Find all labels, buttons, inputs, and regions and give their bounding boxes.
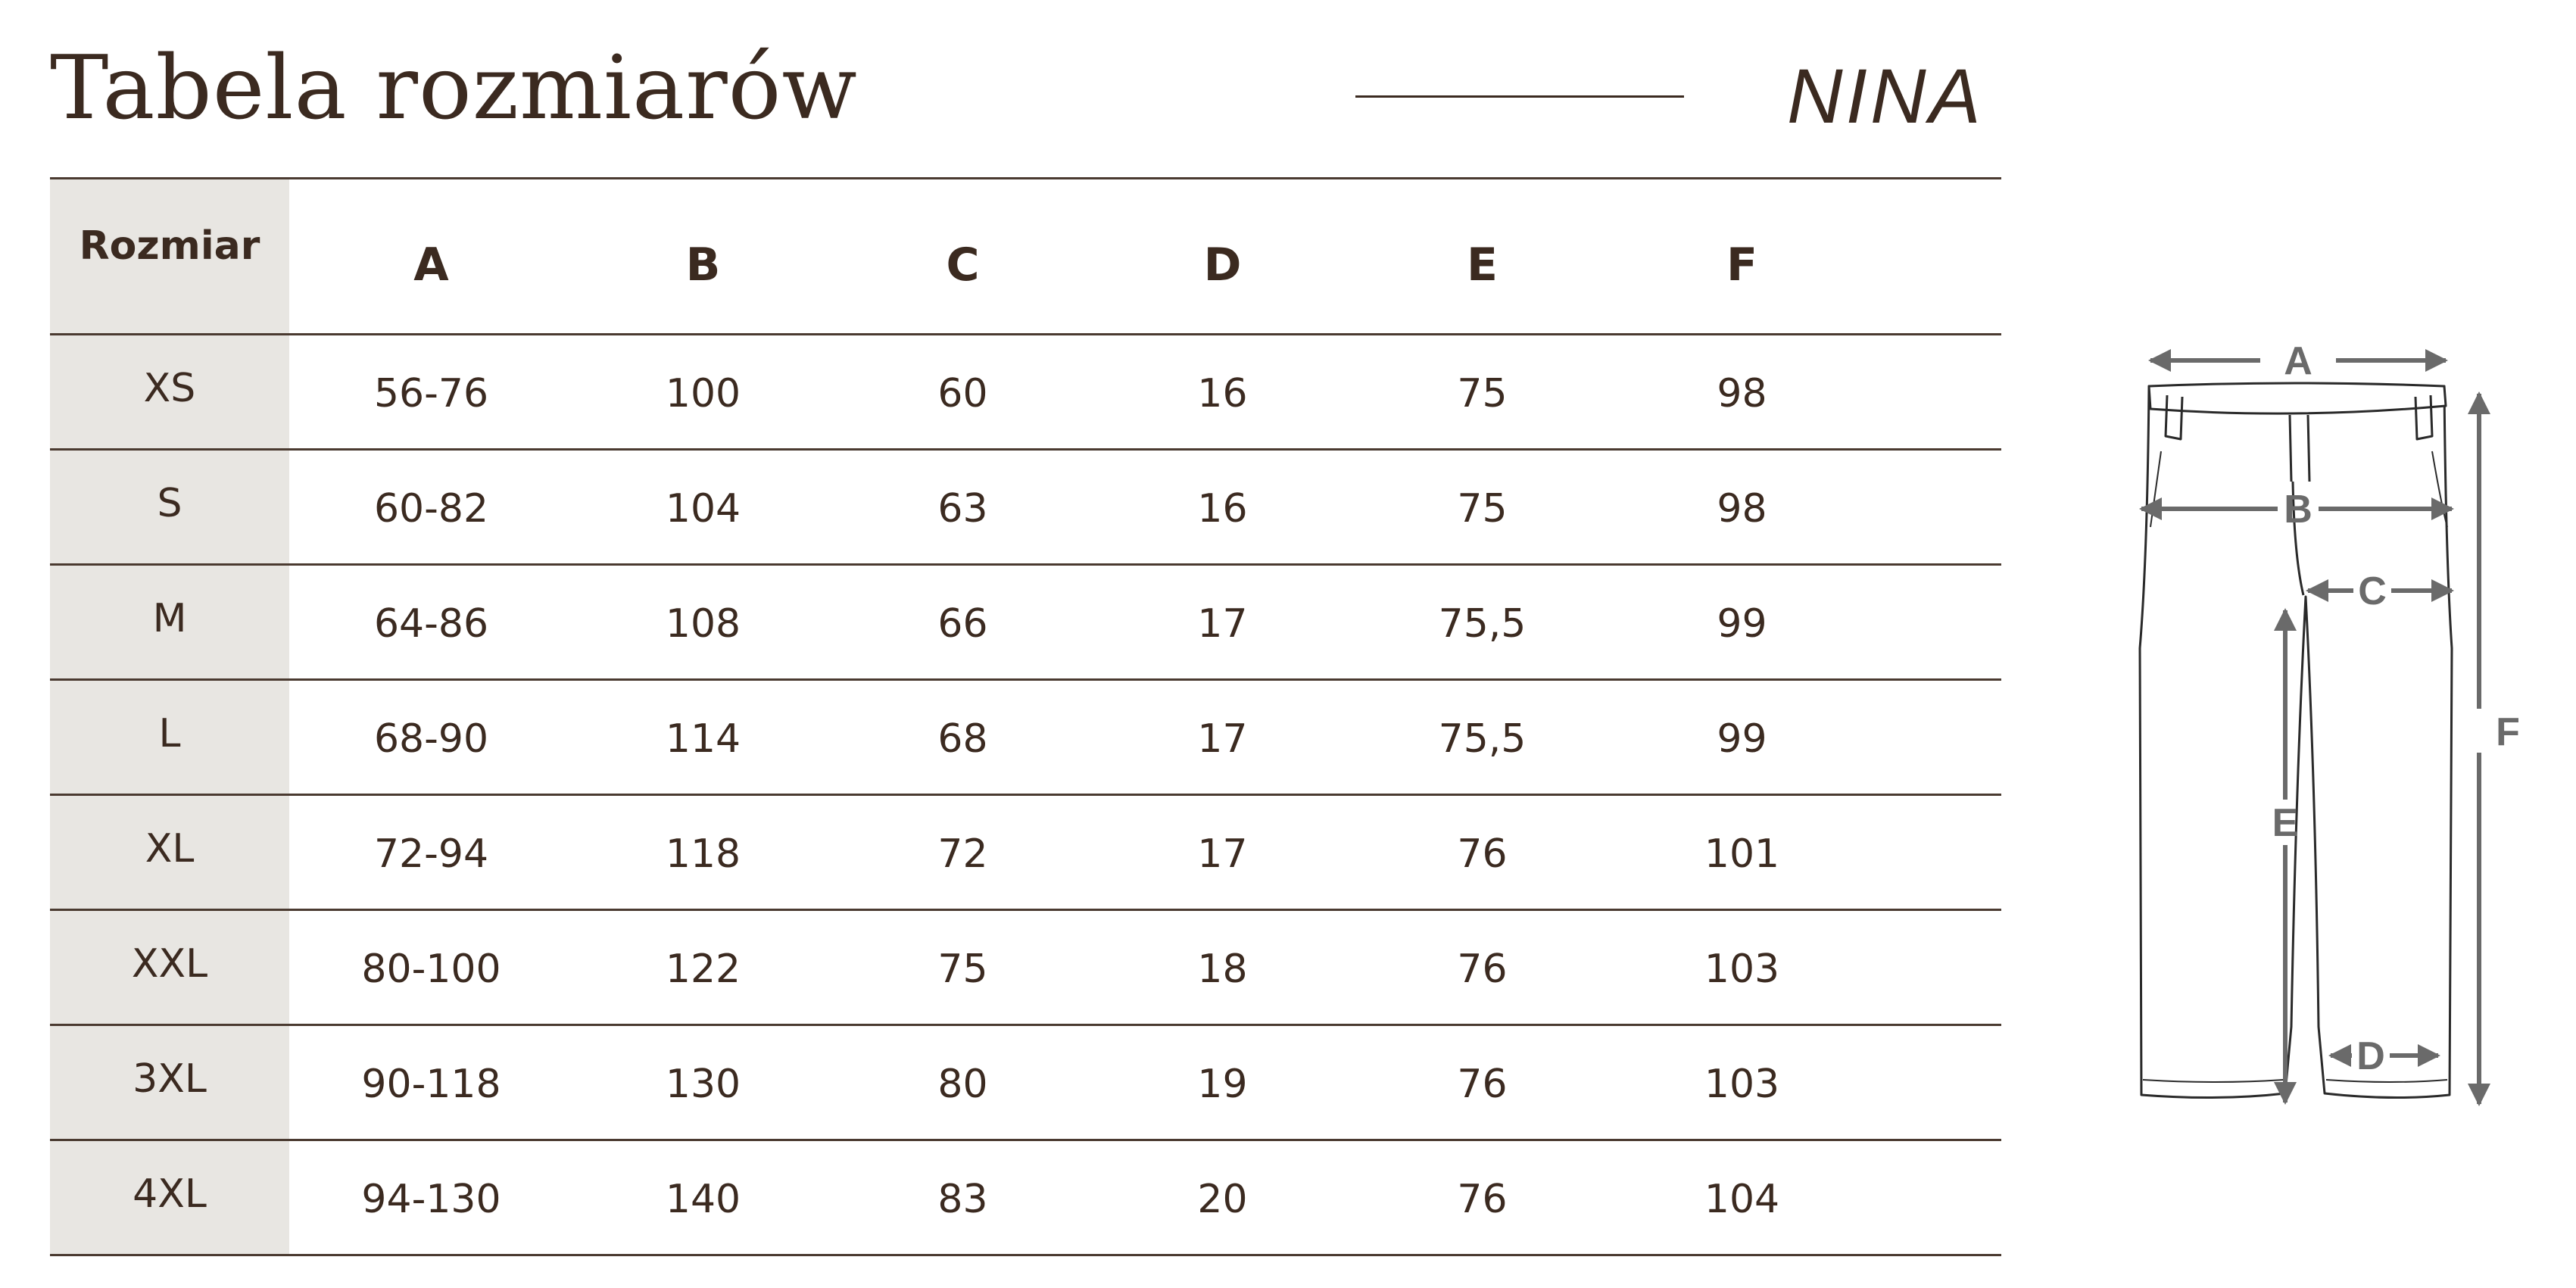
table-cell: 103	[1612, 1025, 1872, 1140]
table-cell: 76	[1352, 910, 1612, 1025]
table-cell: 76	[1352, 795, 1612, 910]
table-cell: 72	[833, 795, 1093, 910]
table-row	[50, 680, 2001, 795]
table-cell: 103	[1612, 910, 1872, 1025]
table-cell: 130	[573, 1025, 833, 1140]
table-cell: 17	[1093, 795, 1352, 910]
table-cell: 72-94	[289, 795, 573, 910]
size-label: L	[50, 680, 289, 795]
table-cell: 75,5	[1352, 680, 1612, 795]
table-cell: 17	[1093, 565, 1352, 680]
size-label: XL	[50, 795, 289, 910]
table-cell: 99	[1612, 680, 1872, 795]
table-cell: 80-100	[289, 910, 573, 1025]
table-cell: 60	[833, 335, 1093, 450]
size-label: XS	[50, 335, 289, 450]
table-row	[50, 910, 2001, 1025]
table-cell: 99	[1612, 565, 1872, 680]
diagram-label-e: E	[2272, 801, 2299, 845]
table-row	[50, 795, 2001, 910]
size-label: 3XL	[50, 1025, 289, 1140]
column-header-d: D	[1093, 179, 1352, 335]
table-cell: 76	[1352, 1025, 1612, 1140]
diagram-label-a: A	[2284, 339, 2312, 383]
diagram-label-b: B	[2284, 488, 2312, 532]
table-cell: 101	[1612, 795, 1872, 910]
table-cell: 100	[573, 335, 833, 450]
table-cell: 63	[833, 450, 1093, 565]
table-cell: 60-82	[289, 450, 573, 565]
table-cell: 114	[573, 680, 833, 795]
size-column-header: Rozmiar	[50, 179, 289, 335]
table-cell: 75,5	[1352, 565, 1612, 680]
table-cell: 17	[1093, 680, 1352, 795]
column-header-f: F	[1612, 179, 1872, 335]
table-cell: 76	[1352, 1140, 1612, 1255]
table-row	[50, 450, 2001, 565]
table-cell: 83	[833, 1140, 1093, 1255]
table-cell: 16	[1093, 450, 1352, 565]
table-cell: 104	[573, 450, 833, 565]
diagram-label-d: D	[2356, 1034, 2385, 1078]
trousers-measurement-diagram	[2105, 330, 2537, 1133]
row-spacer	[1872, 450, 2001, 565]
diagram-label-f: F	[2496, 710, 2520, 754]
table-cell: 66	[833, 565, 1093, 680]
column-header-e: E	[1352, 179, 1612, 335]
table-cell: 75	[1352, 450, 1612, 565]
table-cell: 98	[1612, 335, 1872, 450]
table-cell: 122	[573, 910, 833, 1025]
row-spacer	[1872, 680, 2001, 795]
header-spacer	[1872, 179, 2001, 335]
size-label: M	[50, 565, 289, 680]
table-cell: 56-76	[289, 335, 573, 450]
table-cell: 104	[1612, 1140, 1872, 1255]
column-header-a: A	[289, 179, 573, 335]
column-header-b: B	[573, 179, 833, 335]
brand-name: NINA	[1787, 53, 1984, 139]
table-cell: 68	[833, 680, 1093, 795]
size-label: XXL	[50, 910, 289, 1025]
row-spacer	[1872, 565, 2001, 680]
table-cell: 68-90	[289, 680, 573, 795]
table-row	[50, 335, 2001, 450]
table-cell: 94-130	[289, 1140, 573, 1255]
table-cell: 75	[833, 910, 1093, 1025]
size-label: 4XL	[50, 1140, 289, 1255]
table-row	[50, 565, 2001, 680]
table-cell: 140	[573, 1140, 833, 1255]
title-divider-line	[1355, 95, 1684, 98]
table-cell: 75	[1352, 335, 1612, 450]
table-cell: 19	[1093, 1025, 1352, 1140]
diagram-label-c: C	[2358, 569, 2387, 613]
row-spacer	[1872, 910, 2001, 1025]
row-spacer	[1872, 1025, 2001, 1140]
size-chart-table	[50, 177, 2001, 1256]
table-cell: 64-86	[289, 565, 573, 680]
table-header-row	[50, 179, 2001, 335]
table-cell: 118	[573, 795, 833, 910]
table-cell: 18	[1093, 910, 1352, 1025]
row-spacer	[1872, 1140, 2001, 1255]
column-header-c: C	[833, 179, 1093, 335]
row-spacer	[1872, 335, 2001, 450]
table-cell: 98	[1612, 450, 1872, 565]
table-cell: 90-118	[289, 1025, 573, 1140]
table-cell: 16	[1093, 335, 1352, 450]
table-cell: 80	[833, 1025, 1093, 1140]
size-label: S	[50, 450, 289, 565]
table-row	[50, 1025, 2001, 1140]
page-title: Tabela rozmiarów	[50, 37, 858, 139]
table-row	[50, 1140, 2001, 1255]
table-cell: 20	[1093, 1140, 1352, 1255]
row-spacer	[1872, 795, 2001, 910]
table-cell: 108	[573, 565, 833, 680]
